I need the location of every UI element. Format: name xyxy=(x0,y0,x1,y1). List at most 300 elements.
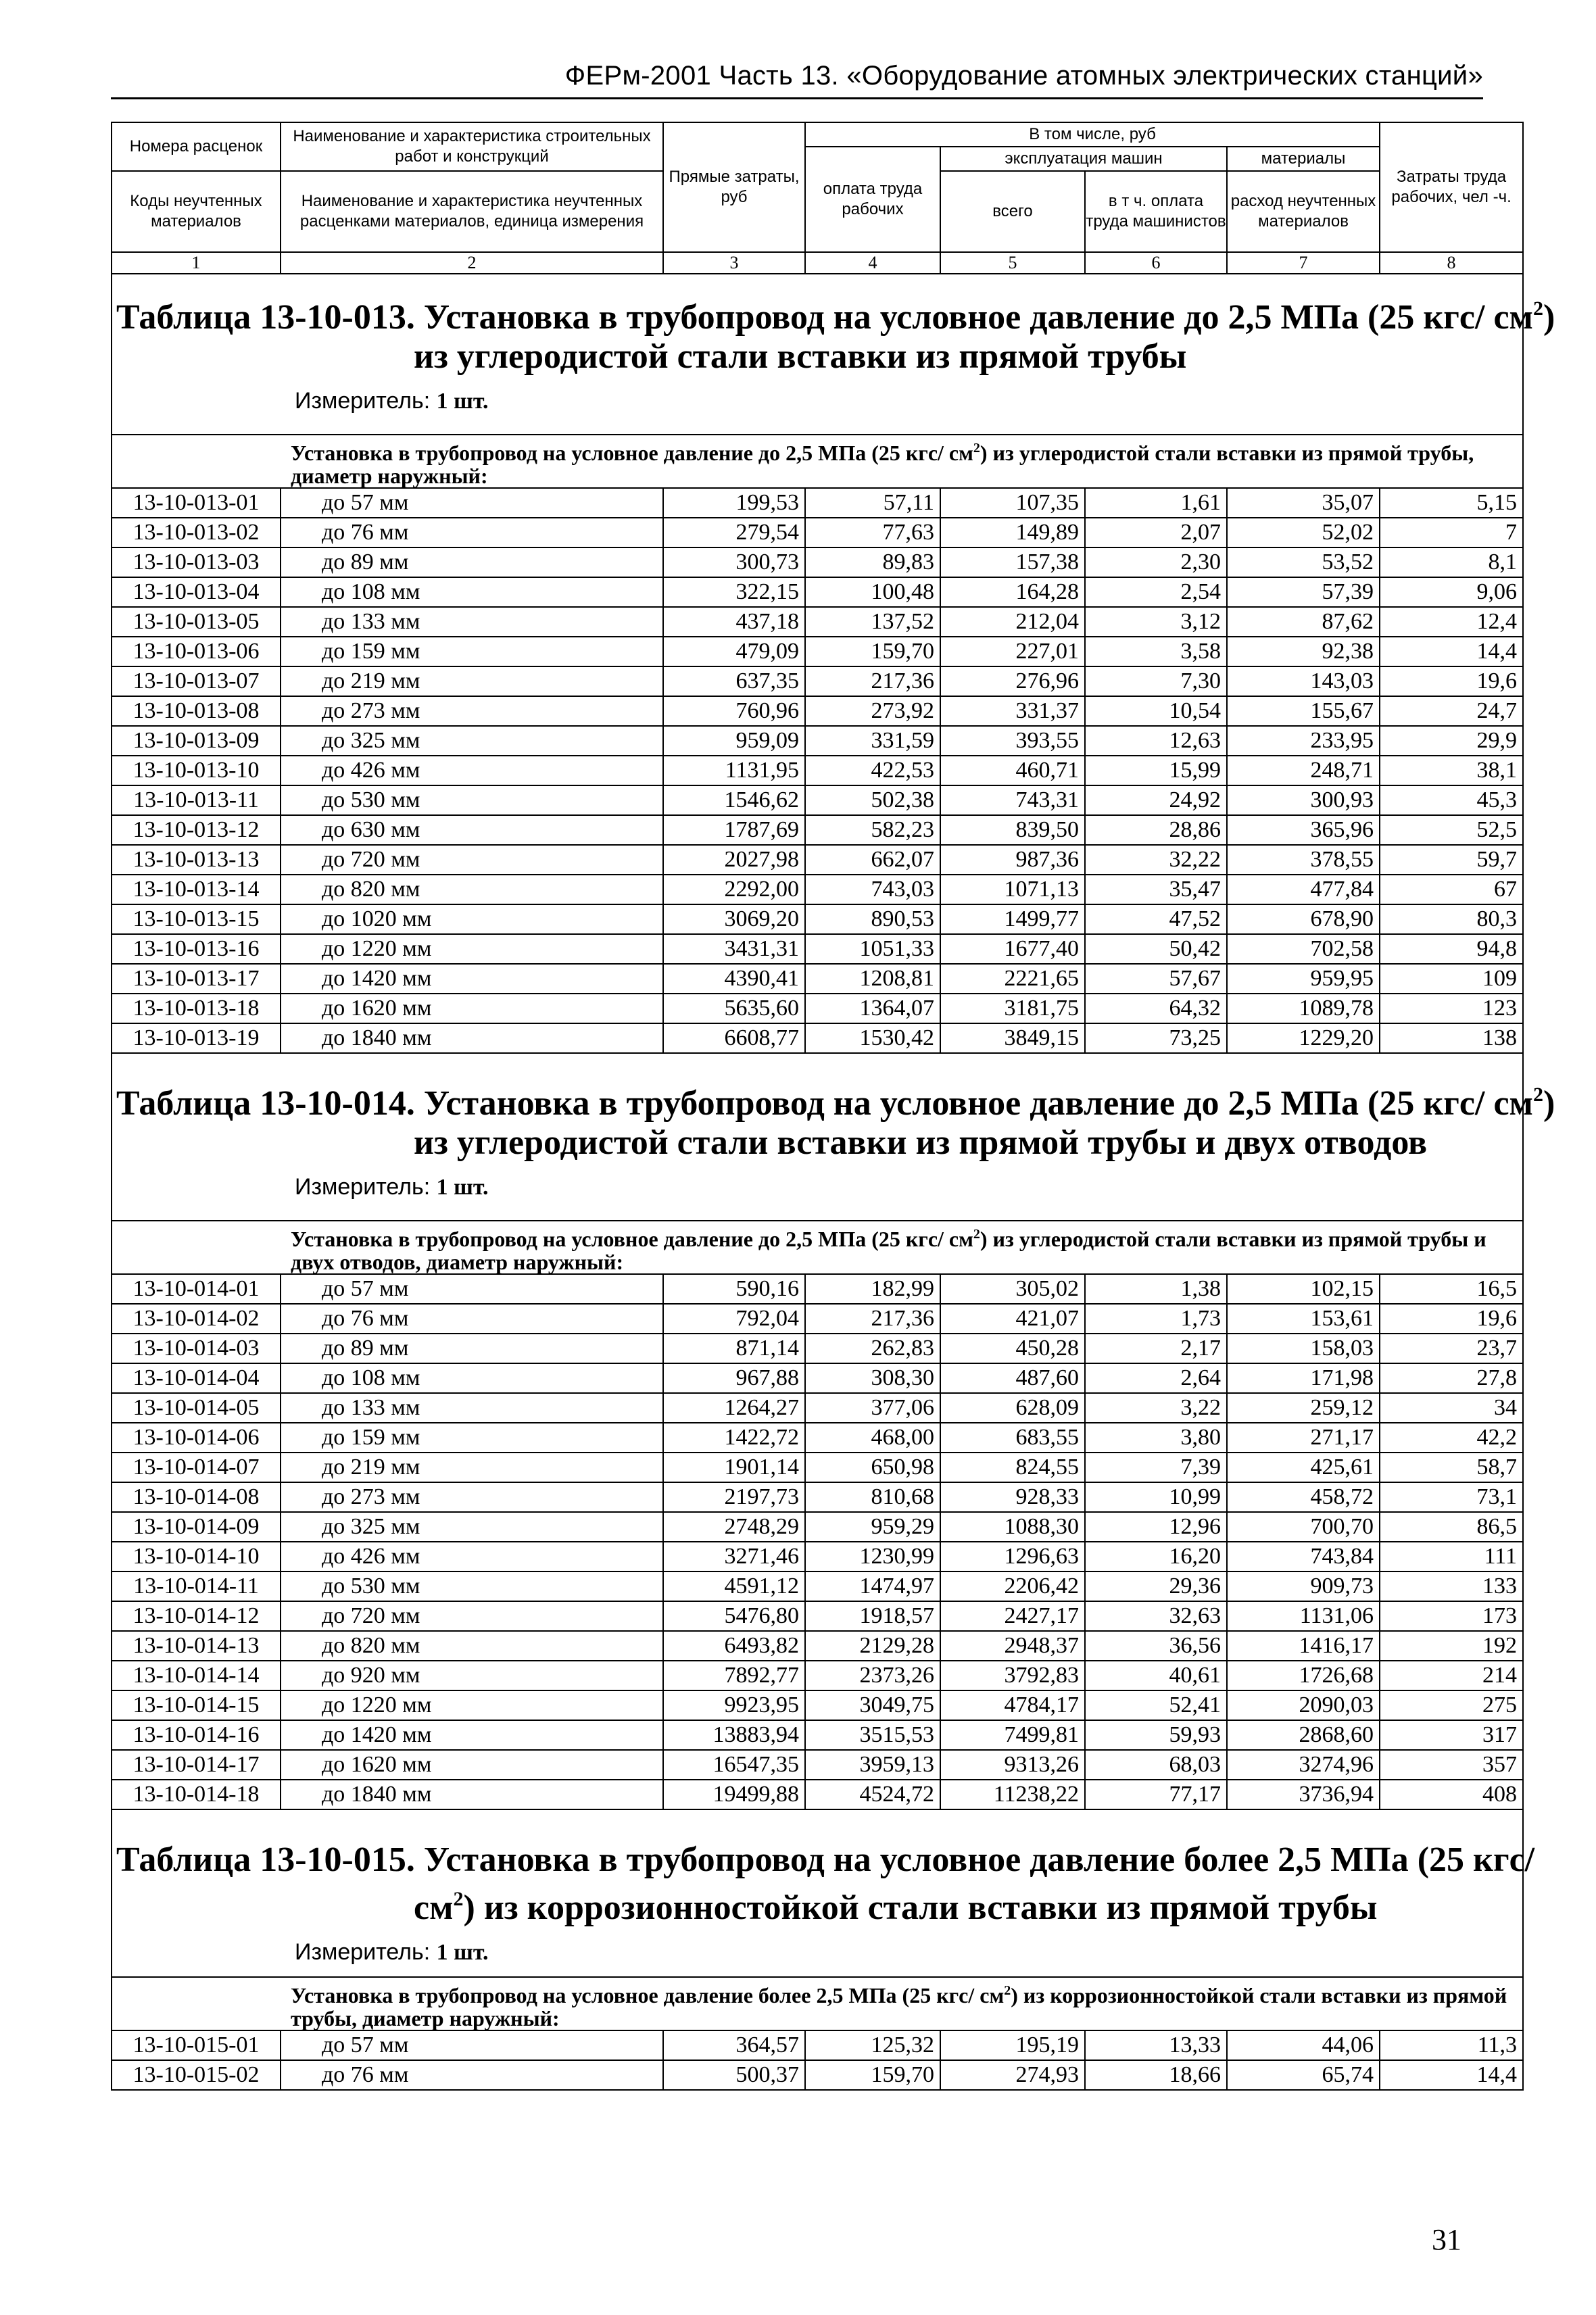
table-row xyxy=(112,964,1523,994)
row-operator-wages: 15,99 xyxy=(1085,756,1227,785)
row-code: 13-10-015-01 xyxy=(112,2030,281,2060)
row-wages: 182,99 xyxy=(805,1274,940,1304)
col-number: 8 xyxy=(1380,252,1523,274)
row-diameter: до 630 мм xyxy=(281,815,663,845)
row-materials: 102,15 xyxy=(1227,1274,1380,1304)
row-operator-wages: 73,25 xyxy=(1085,1023,1227,1053)
row-direct-costs: 1131,95 xyxy=(663,756,805,785)
row-diameter: до 108 мм xyxy=(281,577,663,607)
row-code: 13-10-014-09 xyxy=(112,1512,281,1542)
row-wages: 125,32 xyxy=(805,2030,940,2060)
description-a: Установка в трубопровод на условное давление до 2,5 МПа (25 кгс/ см xyxy=(291,441,973,465)
row-materials: 158,03 xyxy=(1227,1334,1380,1363)
row-wages: 377,06 xyxy=(805,1393,940,1423)
table-title-row xyxy=(112,1061,1523,1221)
row-diameter: до 426 мм xyxy=(281,756,663,785)
row-materials: 702,58 xyxy=(1227,934,1380,964)
row-code: 13-10-014-11 xyxy=(112,1571,281,1601)
row-labor: 19,6 xyxy=(1380,1304,1523,1334)
table-measure xyxy=(112,387,1522,415)
row-diameter: до 1840 мм xyxy=(281,1780,663,1809)
col-number: 4 xyxy=(805,252,940,274)
row-code: 13-10-015-02 xyxy=(112,2060,281,2090)
row-labor: 8,1 xyxy=(1380,547,1523,577)
row-wages: 1230,99 xyxy=(805,1542,940,1571)
table-description xyxy=(112,1978,1522,2030)
row-materials: 2868,60 xyxy=(1227,1720,1380,1750)
row-wages: 1474,97 xyxy=(805,1571,940,1601)
row-code: 13-10-013-08 xyxy=(112,696,281,726)
row-materials: 143,03 xyxy=(1227,666,1380,696)
table-row xyxy=(112,1542,1523,1571)
row-labor: 19,6 xyxy=(1380,666,1523,696)
row-materials: 153,61 xyxy=(1227,1304,1380,1334)
row-machines-total: 743,31 xyxy=(940,785,1085,815)
row-operator-wages: 3,58 xyxy=(1085,637,1227,666)
row-operator-wages: 1,61 xyxy=(1085,488,1227,518)
description-sup: 2 xyxy=(973,1227,980,1242)
row-operator-wages: 32,63 xyxy=(1085,1601,1227,1631)
row-machines-total: 1677,40 xyxy=(940,934,1085,964)
row-wages: 4524,72 xyxy=(805,1780,940,1809)
row-wages: 89,83 xyxy=(805,547,940,577)
row-direct-costs: 871,14 xyxy=(663,1334,805,1363)
row-wages: 2373,26 xyxy=(805,1661,940,1690)
row-wages: 159,70 xyxy=(805,2060,940,2090)
row-materials: 678,90 xyxy=(1227,904,1380,934)
row-operator-wages: 10,99 xyxy=(1085,1482,1227,1512)
row-direct-costs: 9923,95 xyxy=(663,1690,805,1720)
table-title-row xyxy=(112,1817,1523,1977)
row-code: 13-10-014-02 xyxy=(112,1304,281,1334)
col-number: 5 xyxy=(940,252,1085,274)
table-row xyxy=(112,994,1523,1023)
row-machines-total: 305,02 xyxy=(940,1274,1085,1304)
row-diameter: до 1620 мм xyxy=(281,994,663,1023)
col-header-group: В том числе, руб xyxy=(805,122,1380,147)
row-labor: 275 xyxy=(1380,1690,1523,1720)
row-operator-wages: 68,03 xyxy=(1085,1750,1227,1780)
row-labor: 67 xyxy=(1380,875,1523,904)
table-row xyxy=(112,666,1523,696)
row-materials: 378,55 xyxy=(1227,845,1380,875)
row-operator-wages: 32,22 xyxy=(1085,845,1227,875)
row-diameter: до 1220 мм xyxy=(281,934,663,964)
row-operator-wages: 1,38 xyxy=(1085,1274,1227,1304)
row-diameter: до 273 мм xyxy=(281,1482,663,1512)
row-direct-costs: 2197,73 xyxy=(663,1482,805,1512)
row-materials: 959,95 xyxy=(1227,964,1380,994)
row-materials: 909,73 xyxy=(1227,1571,1380,1601)
row-wages: 57,11 xyxy=(805,488,940,518)
row-diameter: до 89 мм xyxy=(281,1334,663,1363)
description-a: Установка в трубопровод на условное давление до 2,5 МПа (25 кгс/ см xyxy=(291,1227,973,1251)
row-direct-costs: 1787,69 xyxy=(663,815,805,845)
row-operator-wages: 28,86 xyxy=(1085,815,1227,845)
row-labor: 5,15 xyxy=(1380,488,1523,518)
row-labor: 42,2 xyxy=(1380,1423,1523,1453)
table-row xyxy=(112,547,1523,577)
row-code: 13-10-014-04 xyxy=(112,1363,281,1393)
table-title-sup: 2 xyxy=(1532,297,1543,320)
row-materials: 44,06 xyxy=(1227,2030,1380,2060)
table-title-line2: ) из коррозионностойкой стали вставки из прямой трубы xyxy=(463,1888,1378,1927)
row-operator-wages: 52,41 xyxy=(1085,1690,1227,1720)
section-spacer-cell xyxy=(112,1053,1523,1061)
row-labor: 29,9 xyxy=(1380,726,1523,756)
table-title-cell xyxy=(112,1817,1535,1977)
row-code: 13-10-014-12 xyxy=(112,1601,281,1631)
page-header xyxy=(111,59,1483,99)
row-direct-costs: 967,88 xyxy=(663,1363,805,1393)
row-materials: 248,71 xyxy=(1227,756,1380,785)
row-direct-costs: 792,04 xyxy=(663,1304,805,1334)
row-code: 13-10-013-15 xyxy=(112,904,281,934)
measure-value: 1 шт. xyxy=(436,1940,489,1965)
row-direct-costs: 3069,20 xyxy=(663,904,805,934)
row-wages: 502,38 xyxy=(805,785,940,815)
row-operator-wages: 64,32 xyxy=(1085,994,1227,1023)
row-direct-costs: 6493,82 xyxy=(663,1631,805,1661)
row-code: 13-10-013-06 xyxy=(112,637,281,666)
row-diameter: до 920 мм xyxy=(281,1661,663,1690)
measure-value: 1 шт. xyxy=(436,1175,489,1200)
row-materials: 92,38 xyxy=(1227,637,1380,666)
table-row xyxy=(112,1571,1523,1601)
row-wages: 3515,53 xyxy=(805,1720,940,1750)
row-operator-wages: 2,54 xyxy=(1085,577,1227,607)
row-materials: 425,61 xyxy=(1227,1453,1380,1482)
row-code: 13-10-013-07 xyxy=(112,666,281,696)
table-row xyxy=(112,785,1523,815)
row-diameter: до 720 мм xyxy=(281,1601,663,1631)
row-wages: 890,53 xyxy=(805,904,940,934)
row-direct-costs: 1264,27 xyxy=(663,1393,805,1423)
table-row xyxy=(112,488,1523,518)
row-direct-costs: 279,54 xyxy=(663,518,805,547)
row-machines-total: 274,93 xyxy=(940,2060,1085,2090)
table-description-row xyxy=(112,435,1523,488)
row-labor: 192 xyxy=(1380,1631,1523,1661)
row-code: 13-10-013-19 xyxy=(112,1023,281,1053)
col-header-labor: Затраты труда рабочих, чел -ч. xyxy=(1380,122,1523,252)
row-materials: 171,98 xyxy=(1227,1363,1380,1393)
table-title-cell xyxy=(112,1061,1555,1221)
row-direct-costs: 2292,00 xyxy=(663,875,805,904)
row-operator-wages: 24,92 xyxy=(1085,785,1227,815)
table-row xyxy=(112,1304,1523,1334)
table-row xyxy=(112,904,1523,934)
row-code: 13-10-014-03 xyxy=(112,1334,281,1363)
row-labor: 14,4 xyxy=(1380,637,1523,666)
row-code: 13-10-013-03 xyxy=(112,547,281,577)
row-labor: 86,5 xyxy=(1380,1512,1523,1542)
row-labor: 14,4 xyxy=(1380,2060,1523,2090)
table-row xyxy=(112,845,1523,875)
measure-value: 1 шт. xyxy=(436,389,489,414)
row-direct-costs: 437,18 xyxy=(663,607,805,637)
row-operator-wages: 3,12 xyxy=(1085,607,1227,637)
row-code: 13-10-014-07 xyxy=(112,1453,281,1482)
row-diameter: до 76 мм xyxy=(281,2060,663,2090)
row-machines-total: 3849,15 xyxy=(940,1023,1085,1053)
row-operator-wages: 1,73 xyxy=(1085,1304,1227,1334)
table-row xyxy=(112,726,1523,756)
row-materials: 52,02 xyxy=(1227,518,1380,547)
table-measure xyxy=(112,1939,1522,1966)
row-diameter: до 820 мм xyxy=(281,1631,663,1661)
row-direct-costs: 13883,94 xyxy=(663,1720,805,1750)
row-machines-total: 421,07 xyxy=(940,1304,1085,1334)
table-row xyxy=(112,1661,1523,1690)
row-diameter: до 1220 мм xyxy=(281,1690,663,1720)
row-materials: 3736,94 xyxy=(1227,1780,1380,1809)
table-title-line2-pre: см xyxy=(414,1888,454,1927)
row-operator-wages: 29,36 xyxy=(1085,1571,1227,1601)
row-labor: 58,7 xyxy=(1380,1453,1523,1482)
row-code: 13-10-013-04 xyxy=(112,577,281,607)
row-diameter: до 76 мм xyxy=(281,518,663,547)
table-title-line1: Установка в трубопровод на условное давление до 2,5 МПа (25 кгс/ см xyxy=(414,298,1533,337)
row-operator-wages: 18,66 xyxy=(1085,2060,1227,2090)
row-code: 13-10-013-09 xyxy=(112,726,281,756)
price-table xyxy=(111,122,1555,2091)
row-code: 13-10-014-06 xyxy=(112,1423,281,1453)
row-direct-costs: 364,57 xyxy=(663,2030,805,2060)
row-materials: 477,84 xyxy=(1227,875,1380,904)
row-machines-total: 2206,42 xyxy=(940,1571,1085,1601)
row-materials: 233,95 xyxy=(1227,726,1380,756)
row-wages: 217,36 xyxy=(805,1304,940,1334)
measure-label: Измеритель: xyxy=(295,1174,437,1200)
row-machines-total: 1071,13 xyxy=(940,875,1085,904)
row-wages: 650,98 xyxy=(805,1453,940,1482)
row-operator-wages: 7,30 xyxy=(1085,666,1227,696)
measure-label: Измеритель: xyxy=(295,388,437,414)
row-direct-costs: 3271,46 xyxy=(663,1542,805,1571)
table-description xyxy=(112,435,1522,487)
table-row xyxy=(112,696,1523,726)
row-diameter: до 1420 мм xyxy=(281,964,663,994)
table-row xyxy=(112,1750,1523,1780)
row-direct-costs: 6608,77 xyxy=(663,1023,805,1053)
table-row xyxy=(112,1690,1523,1720)
description-b: ) из углеродистой стали вставки из прямой трубы, диаметр наружный: xyxy=(291,441,1474,488)
table-description-cell xyxy=(112,1221,1523,1274)
row-direct-costs: 7892,77 xyxy=(663,1661,805,1690)
table-row xyxy=(112,1423,1523,1453)
col-header-machines-total: всего xyxy=(940,171,1085,252)
row-operator-wages: 2,64 xyxy=(1085,1363,1227,1393)
table-row xyxy=(112,1393,1523,1423)
row-direct-costs: 1901,14 xyxy=(663,1453,805,1482)
table-title-line2-sup: 2 xyxy=(453,1888,464,1910)
row-code: 13-10-013-13 xyxy=(112,845,281,875)
row-machines-total: 450,28 xyxy=(940,1334,1085,1363)
table-title-line1: Установка в трубопровод на условное давление более 2,5 МПа (25 кгс/ xyxy=(414,1841,1535,1879)
row-labor: 317 xyxy=(1380,1720,1523,1750)
table-row xyxy=(112,1482,1523,1512)
row-direct-costs: 16547,35 xyxy=(663,1750,805,1780)
row-labor: 23,7 xyxy=(1380,1334,1523,1363)
table-title-line1: Установка в трубопровод на условное давление до 2,5 МПа (25 кгс/ см xyxy=(414,1084,1533,1123)
row-diameter: до 530 мм xyxy=(281,1571,663,1601)
row-machines-total: 2427,17 xyxy=(940,1601,1085,1631)
row-wages: 959,29 xyxy=(805,1512,940,1542)
row-wages: 262,83 xyxy=(805,1334,940,1363)
row-labor: 94,8 xyxy=(1380,934,1523,964)
description-a: Установка в трубопровод на условное давление более 2,5 МПа (25 кгс/ см xyxy=(291,1983,1005,2007)
row-labor: 138 xyxy=(1380,1023,1523,1053)
row-direct-costs: 760,96 xyxy=(663,696,805,726)
description-b: ) из коррозионностойкой стали вставки из прямой трубы, диаметр наружный: xyxy=(291,1983,1507,2030)
row-diameter: до 1020 мм xyxy=(281,904,663,934)
table-title-line1-end: ) xyxy=(1543,298,1555,337)
row-operator-wages: 3,22 xyxy=(1085,1393,1227,1423)
row-operator-wages: 16,20 xyxy=(1085,1542,1227,1571)
row-wages: 331,59 xyxy=(805,726,940,756)
row-materials: 1089,78 xyxy=(1227,994,1380,1023)
row-machines-total: 824,55 xyxy=(940,1453,1085,1482)
row-machines-total: 3792,83 xyxy=(940,1661,1085,1690)
row-materials: 53,52 xyxy=(1227,547,1380,577)
row-direct-costs: 322,15 xyxy=(663,577,805,607)
row-machines-total: 4784,17 xyxy=(940,1690,1085,1720)
table-row xyxy=(112,875,1523,904)
table-description-cell xyxy=(112,1977,1523,2030)
row-diameter: до 133 мм xyxy=(281,1393,663,1423)
row-direct-costs: 3431,31 xyxy=(663,934,805,964)
row-machines-total: 331,37 xyxy=(940,696,1085,726)
table-row xyxy=(112,1274,1523,1304)
row-diameter: до 57 мм xyxy=(281,2030,663,2060)
row-wages: 468,00 xyxy=(805,1423,940,1453)
row-code: 13-10-014-08 xyxy=(112,1482,281,1512)
row-direct-costs: 590,16 xyxy=(663,1274,805,1304)
row-machines-total: 683,55 xyxy=(940,1423,1085,1453)
row-labor: 123 xyxy=(1380,994,1523,1023)
row-direct-costs: 2748,29 xyxy=(663,1512,805,1542)
row-direct-costs: 300,73 xyxy=(663,547,805,577)
table-title-prefix: Таблица 13-10-015. xyxy=(116,1841,415,1879)
row-operator-wages: 13,33 xyxy=(1085,2030,1227,2060)
row-operator-wages: 40,61 xyxy=(1085,1661,1227,1690)
row-direct-costs: 479,09 xyxy=(663,637,805,666)
table-row xyxy=(112,934,1523,964)
row-diameter: до 133 мм xyxy=(281,607,663,637)
row-diameter: до 1420 мм xyxy=(281,1720,663,1750)
table-row xyxy=(112,1023,1523,1053)
table-row xyxy=(112,1720,1523,1750)
row-wages: 422,53 xyxy=(805,756,940,785)
col-header-name-bottom: Наименование и характеристика неучтенных расценками материалов, единица измерения xyxy=(281,171,663,252)
row-diameter: до 159 мм xyxy=(281,637,663,666)
row-materials: 87,62 xyxy=(1227,607,1380,637)
row-materials: 1229,20 xyxy=(1227,1023,1380,1053)
row-machines-total: 628,09 xyxy=(940,1393,1085,1423)
row-machines-total: 928,33 xyxy=(940,1482,1085,1512)
row-direct-costs: 1546,62 xyxy=(663,785,805,815)
table-row xyxy=(112,607,1523,637)
row-direct-costs: 5476,80 xyxy=(663,1601,805,1631)
page-header-title: ФЕРм-2001 Часть 13. «Оборудование атомных электрических станций» xyxy=(564,61,1483,91)
row-labor: 12,4 xyxy=(1380,607,1523,637)
row-wages: 100,48 xyxy=(805,577,940,607)
row-wages: 1051,33 xyxy=(805,934,940,964)
row-materials: 259,12 xyxy=(1227,1393,1380,1423)
section-spacer xyxy=(112,1809,1523,1817)
table-title-prefix: Таблица 13-10-014. xyxy=(116,1084,415,1123)
row-operator-wages: 77,17 xyxy=(1085,1780,1227,1809)
row-code: 13-10-013-01 xyxy=(112,488,281,518)
row-operator-wages: 57,67 xyxy=(1085,964,1227,994)
row-labor: 59,7 xyxy=(1380,845,1523,875)
col-header-unaccounted-materials: расход неучтенных материалов xyxy=(1227,171,1380,252)
row-code: 13-10-013-12 xyxy=(112,815,281,845)
row-labor: 173 xyxy=(1380,1601,1523,1631)
row-labor: 45,3 xyxy=(1380,785,1523,815)
row-machines-total: 1296,63 xyxy=(940,1542,1085,1571)
table-row xyxy=(112,577,1523,607)
row-materials: 365,96 xyxy=(1227,815,1380,845)
col-header-operator-wages: в т ч. оплата труда машинистов xyxy=(1085,171,1227,252)
row-materials: 1131,06 xyxy=(1227,1601,1380,1631)
row-code: 13-10-014-05 xyxy=(112,1393,281,1423)
row-code: 13-10-014-18 xyxy=(112,1780,281,1809)
main-table-container xyxy=(111,122,1555,2091)
table-row xyxy=(112,1780,1523,1809)
row-labor: 214 xyxy=(1380,1661,1523,1690)
row-machines-total: 157,38 xyxy=(940,547,1085,577)
row-wages: 308,30 xyxy=(805,1363,940,1393)
table-row xyxy=(112,1334,1523,1363)
section-spacer-cell xyxy=(112,1809,1523,1817)
table-title xyxy=(112,1817,1535,1928)
row-labor: 16,5 xyxy=(1380,1274,1523,1304)
row-wages: 582,23 xyxy=(805,815,940,845)
row-diameter: до 108 мм xyxy=(281,1363,663,1393)
row-code: 13-10-013-18 xyxy=(112,994,281,1023)
row-labor: 133 xyxy=(1380,1571,1523,1601)
row-code: 13-10-014-16 xyxy=(112,1720,281,1750)
table-title-line1-end: ) xyxy=(1543,1084,1555,1123)
row-wages: 3049,75 xyxy=(805,1690,940,1720)
description-sup: 2 xyxy=(973,441,980,456)
row-machines-total: 2948,37 xyxy=(940,1631,1085,1661)
col-number: 7 xyxy=(1227,252,1380,274)
row-direct-costs: 2027,98 xyxy=(663,845,805,875)
row-code: 13-10-013-16 xyxy=(112,934,281,964)
row-operator-wages: 2,30 xyxy=(1085,547,1227,577)
row-materials: 271,17 xyxy=(1227,1423,1380,1453)
row-labor: 408 xyxy=(1380,1780,1523,1809)
row-machines-total: 11238,22 xyxy=(940,1780,1085,1809)
table-title xyxy=(112,274,1555,376)
row-diameter: до 89 мм xyxy=(281,547,663,577)
row-labor: 34 xyxy=(1380,1393,1523,1423)
row-machines-total: 149,89 xyxy=(940,518,1085,547)
measure-label: Измеритель: xyxy=(295,1939,437,1965)
row-code: 13-10-014-15 xyxy=(112,1690,281,1720)
table-row xyxy=(112,756,1523,785)
row-labor: 80,3 xyxy=(1380,904,1523,934)
row-machines-total: 276,96 xyxy=(940,666,1085,696)
row-wages: 3959,13 xyxy=(805,1750,940,1780)
row-diameter: до 720 мм xyxy=(281,845,663,875)
row-materials: 155,67 xyxy=(1227,696,1380,726)
row-materials: 743,84 xyxy=(1227,1542,1380,1571)
row-wages: 2129,28 xyxy=(805,1631,940,1661)
